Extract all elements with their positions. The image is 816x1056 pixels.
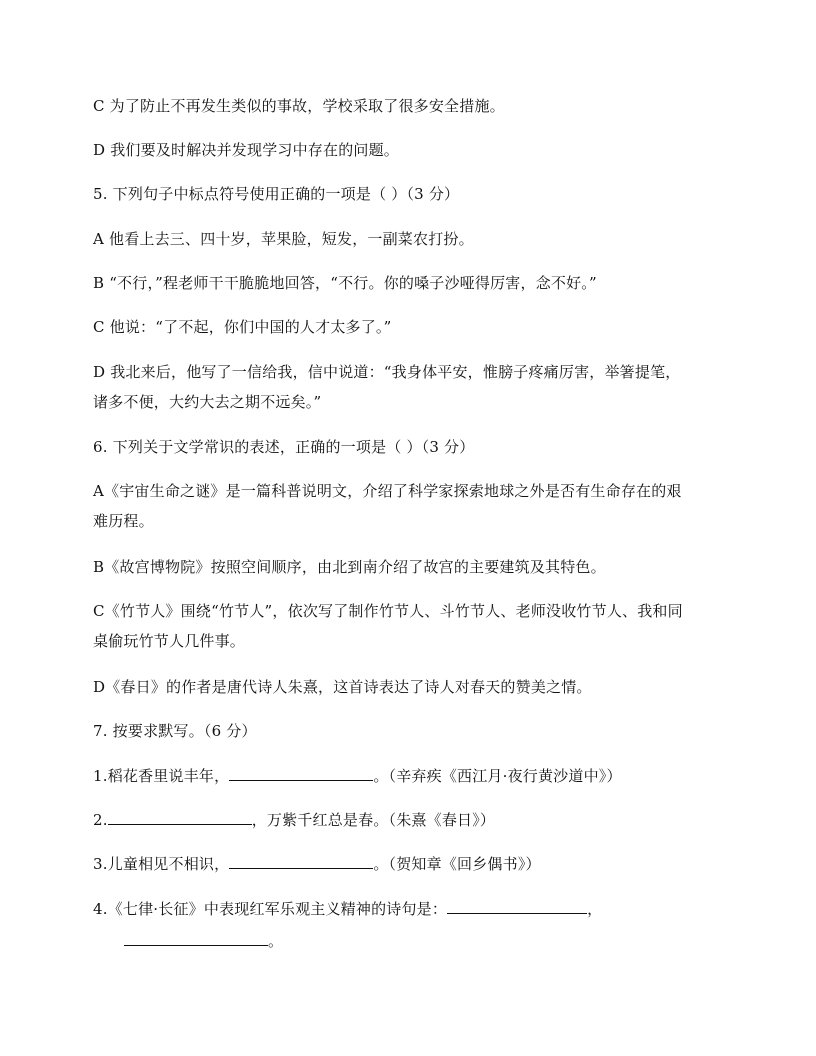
q5-option-c: C 他说：“了不起，你们中国的人才太多了。” [93,318,392,336]
q6-option-a-cont: 难历程。 [93,512,154,530]
q6-option-c-cont: 桌偷玩竹节人几件事。 [93,632,246,650]
fill-2-post: ，万紫千红总是春。（朱熹《春日》） [251,811,496,829]
q5-option-a: A 他看上去三、四十岁，苹果脸，短发，一副菜农打扮。 [93,230,474,248]
fill-1-pre: 1.稻花香里说丰年， [93,767,230,785]
question-6-title: 6. 下列关于文学常识的表述，正确的一项是（ ）（3 分） [93,438,475,456]
option-d-line: D 我们要及时解决并发现学习中存在的问题。 [93,141,399,159]
q6-option-b: B《故宫博物院》按照空间顺序，由北到南介绍了故宫的主要建筑及其特色。 [93,558,606,576]
question-7-title: 7. 按要求默写。（6 分） [93,722,257,740]
fill-item-3 [93,853,541,875]
fill-4-end: 。 [268,932,284,950]
q6-option-a: A《宇宙生命之谜》是一篇科普说明文，介绍了科学家探索地球之外是否有生命存在的艰 [93,482,682,500]
q6-option-c: C《竹节人》围绕“竹节人”，依次写了制作竹节人、斗竹节人、老师没收竹节人、我和同 [93,602,683,620]
answer-blank-4b[interactable] [124,930,268,946]
answer-blank-4a[interactable] [447,898,587,914]
option-c-line: C 为了防止不再发生类似的事故，学校采取了很多安全措施。 [93,97,505,115]
fill-item-2 [93,809,495,831]
fill-3-post: 。（贺知章《回乡偶书》） [373,855,541,873]
fill-2-pre: 2. [93,811,108,829]
fill-4-pre: 4.《七律·长征》中表现红军乐观主义精神的诗句是： [93,900,448,918]
fill-3-pre: 3.儿童相见不相识， [93,855,230,873]
question-5-title: 5. 下列句子中标点符号使用正确的一项是（ ）（3 分） [93,185,460,203]
q6-option-d: D《春日》的作者是唐代诗人朱熹，这首诗表达了诗人对春天的赞美之情。 [93,678,592,696]
answer-blank-3[interactable] [229,853,373,869]
q5-option-b: B “不行，”程老师干干脆脆地回答，“不行。你的嗓子沙哑得厉害，念不好。” [93,274,597,292]
fill-item-4-cont [124,930,283,952]
q5-option-d: D 我北来后，他写了一信给我，信中说道：“我身体平安，惟膀子疼痛厉害，举箸提笔， [93,363,681,381]
fill-item-4 [93,898,602,920]
fill-4-mid: ， [587,900,603,918]
answer-blank-1[interactable] [229,765,373,781]
answer-blank-2[interactable] [108,809,252,825]
fill-1-post: 。（辛弃疾《西江月·夜行黄沙道中》） [373,767,622,785]
q5-option-d-cont: 诸多不便，大约大去之期不远矣。” [93,393,322,411]
fill-item-1 [93,765,622,787]
